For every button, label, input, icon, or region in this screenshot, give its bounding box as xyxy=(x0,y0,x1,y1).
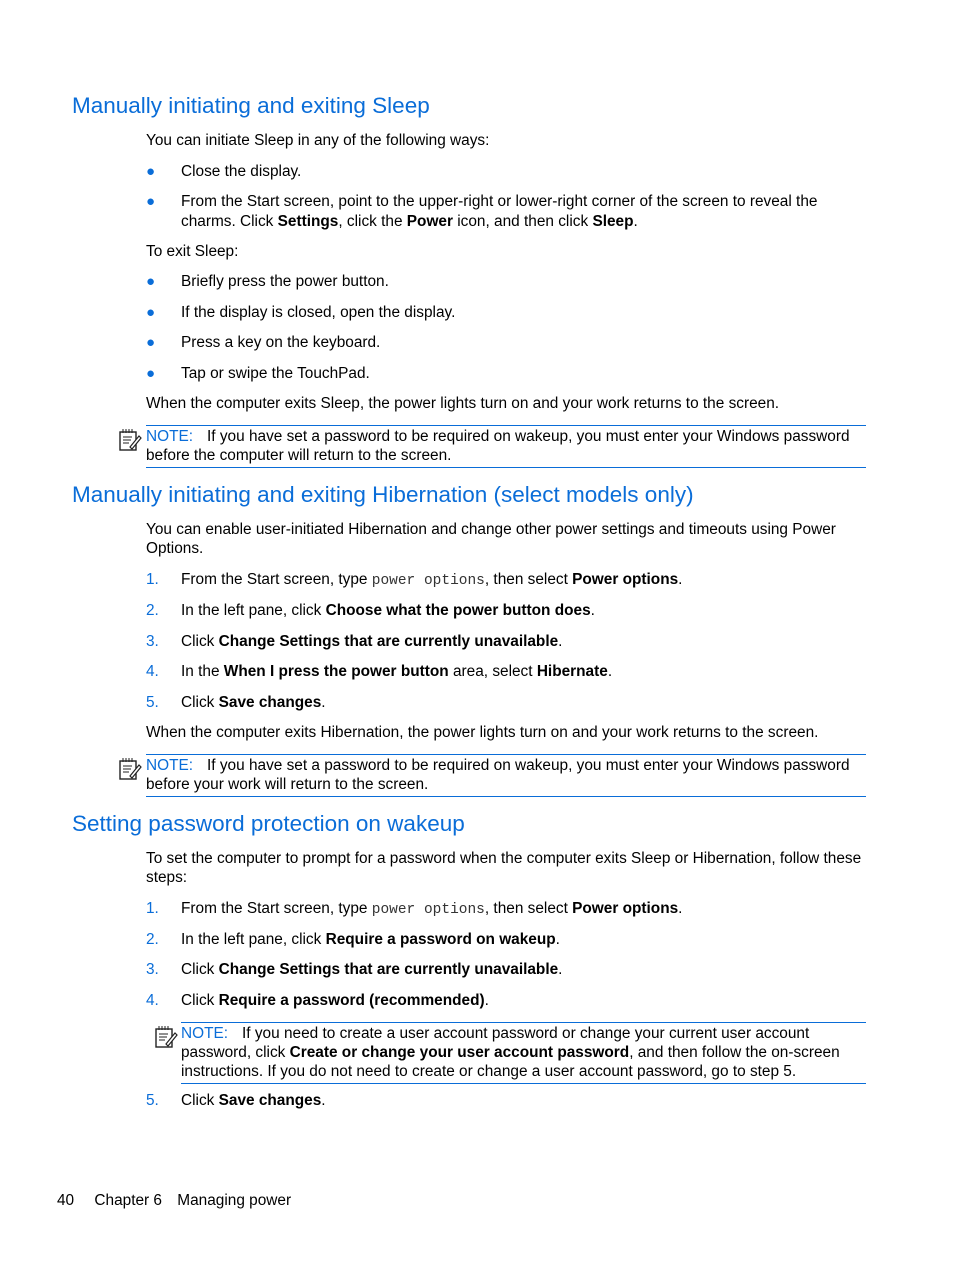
heading-password: Setting password protection on wakeup xyxy=(72,811,465,836)
note-label: NOTE: xyxy=(181,1025,229,1042)
note-pencil-icon xyxy=(154,1025,178,1049)
note-label: NOTE: xyxy=(146,757,194,774)
page-footer xyxy=(57,1191,291,1210)
bullet-icon: ● xyxy=(146,334,156,351)
bullet-icon: ● xyxy=(146,193,156,210)
bullet-icon: ● xyxy=(146,304,156,321)
chapter-title: Managing power xyxy=(177,1192,292,1209)
password-intro: To set the computer to prompt for a password when the computer exits Sleep or Hibernation, follow these steps: xyxy=(146,850,862,886)
sleep-intro: You can initiate Sleep in any of the following ways: xyxy=(146,132,490,149)
page-number: 40 xyxy=(57,1192,75,1209)
sleep-exit-intro: To exit Sleep: xyxy=(146,243,239,260)
sleep-note xyxy=(146,425,866,468)
chapter-label: Chapter 6 xyxy=(94,1192,162,1209)
hibernation-intro: You can enable user-initiated Hibernation and change other power settings and timeouts using Power Options. xyxy=(146,521,836,557)
heading-sleep: Manually initiating and exiting Sleep xyxy=(72,93,430,118)
note-pencil-icon xyxy=(118,428,142,452)
note-text: If you have set a password to be required on wakeup, you must enter your Windows password before your work will return to the screen. xyxy=(146,757,850,793)
password-note: NOTE: If you need to create a user account password or change your current user account password, click Create or change your user account password, and then follow the on-screen instructions. If you do not need to create or change a user account password, go to step 5. xyxy=(181,1022,866,1084)
bullet-icon: ● xyxy=(146,273,156,290)
sleep-outro: When the computer exits Sleep, the power lights turn on and your work returns to the screen. xyxy=(146,395,780,412)
hibernation-note xyxy=(146,754,866,797)
note-pencil-icon xyxy=(118,757,142,781)
bullet-icon: ● xyxy=(146,163,156,180)
note-label: NOTE: xyxy=(146,428,194,445)
note-text: If you have set a password to be required on wakeup, you must enter your Windows password before the computer will return to the screen. xyxy=(146,428,850,464)
bullet-icon: ● xyxy=(146,365,156,382)
hibernation-outro: When the computer exits Hibernation, the power lights turn on and your work returns to the screen. xyxy=(146,724,819,741)
heading-hibernation: Manually initiating and exiting Hibernation (select models only) xyxy=(72,482,694,507)
